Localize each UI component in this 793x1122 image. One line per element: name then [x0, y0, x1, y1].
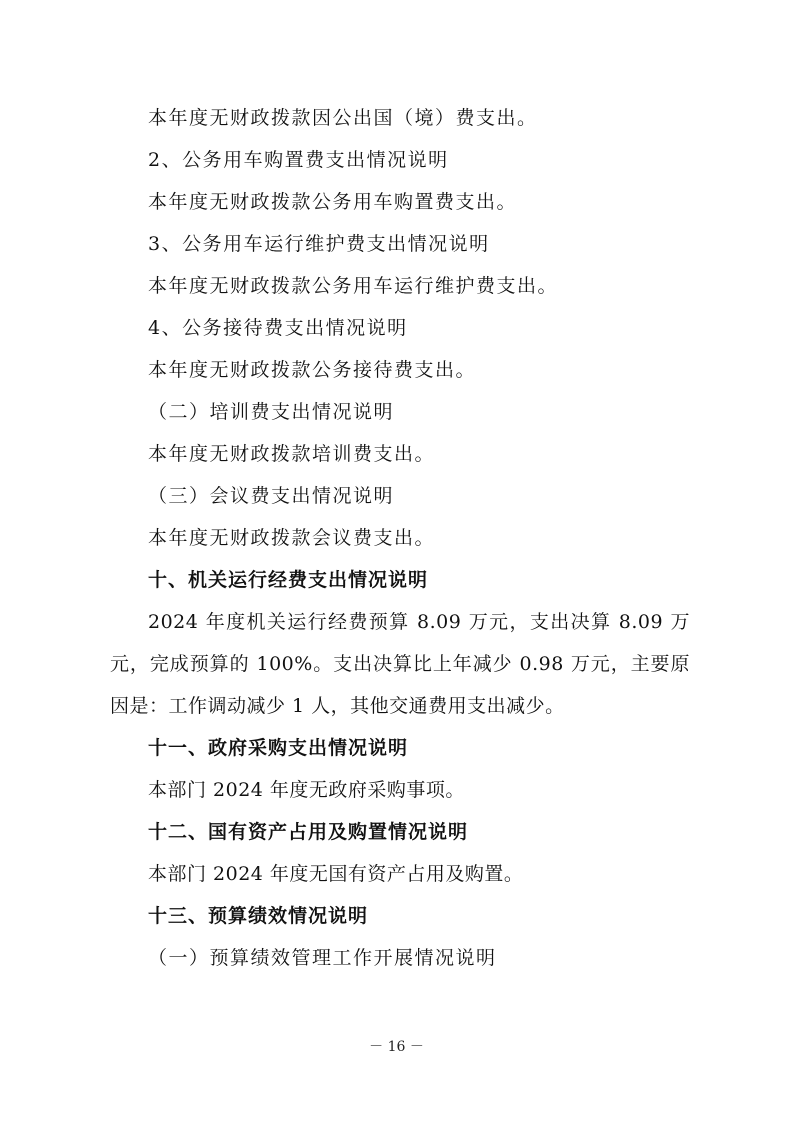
paragraph-operating-cost-line-3: 因是：工作调动减少 1 人，其他交通费用支出减少。 [110, 695, 565, 717]
page-number: － 16 － [369, 1039, 424, 1055]
paragraph-operating-cost-line-2: 元，完成预算的 100%。支出决算比上年减少 0.98 万元，主要原 [110, 653, 690, 675]
heading-training-expense: （二）培训费支出情况说明 [148, 401, 395, 423]
section-heading-13: 十三、预算绩效情况说明 [148, 905, 369, 927]
paragraph-state-assets: 本部门 2024 年度无国有资产占用及购置。 [148, 863, 524, 885]
heading-meeting-expense: （三）会议费支出情况说明 [148, 485, 395, 507]
section-heading-12: 十二、国有资产占用及购置情况说明 [148, 821, 469, 843]
paragraph-no-vehicle-maintenance: 本年度无财政拨款公务用车运行维护费支出。 [148, 275, 559, 297]
paragraph-procurement: 本部门 2024 年度无政府采购事项。 [148, 779, 465, 801]
paragraph-no-meeting-expense: 本年度无财政拨款会议费支出。 [148, 527, 436, 549]
paragraph-no-overseas-expense: 本年度无财政拨款因公出国（境）费支出。 [148, 107, 538, 129]
paragraph-no-reception-expense: 本年度无财政拨款公务接待费支出。 [148, 359, 477, 381]
heading-reception-expense: 4、公务接待费支出情况说明 [148, 317, 408, 339]
paragraph-no-training-expense: 本年度无财政拨款培训费支出。 [148, 443, 436, 465]
section-heading-11: 十一、政府采购支出情况说明 [148, 737, 409, 759]
heading-vehicle-maintenance: 3、公务用车运行维护费支出情况说明 [148, 233, 490, 255]
paragraph-no-vehicle-purchase: 本年度无财政拨款公务用车购置费支出。 [148, 191, 518, 213]
heading-performance-management: （一）预算绩效管理工作开展情况说明 [148, 947, 497, 969]
heading-vehicle-purchase: 2、公务用车购置费支出情况说明 [148, 149, 449, 171]
paragraph-operating-cost-line-1: 2024 年度机关运行经费预算 8.09 万元，支出决算 8.09 万 [148, 611, 690, 633]
section-heading-10: 十、机关运行经费支出情况说明 [148, 569, 429, 591]
